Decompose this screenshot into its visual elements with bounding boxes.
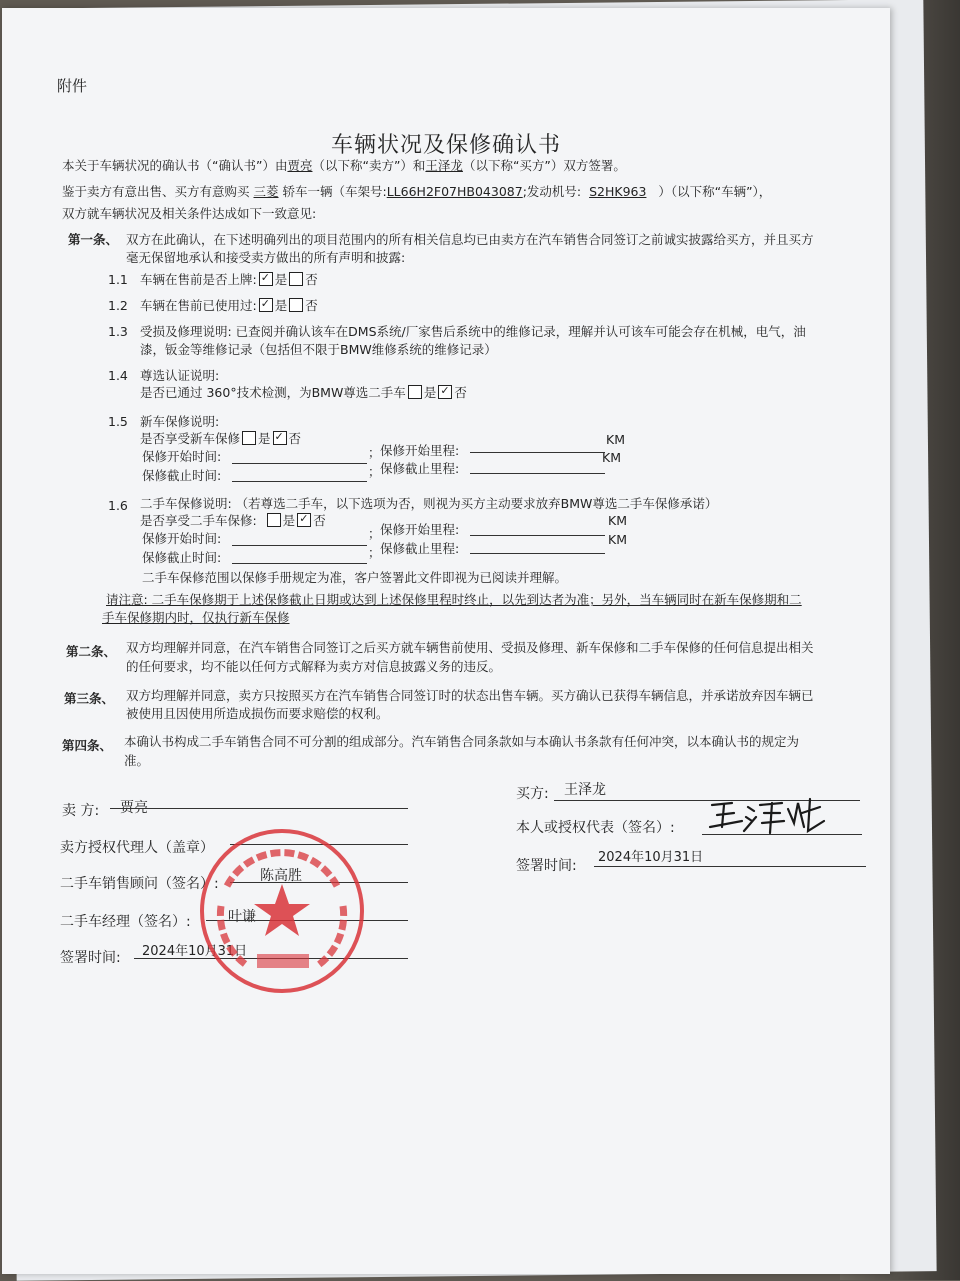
used-start-km-field[interactable] — [470, 535, 605, 536]
document-title: 车辆状况及保修确认书 — [330, 133, 561, 158]
section-1-3-line-2: 漆，钣金等维修记录（包括但不限于BMW维修系统的维修记录） — [140, 342, 497, 357]
article-3-line-2: 被使用且因使用所造成损伤而要求赔偿的权利。 — [126, 706, 389, 721]
article-3-line-1: 双方均理解并同意，卖方只按照买方在汽车销售合同签订时的状态出售车辆。买方确认已获得车辆信息，并承诺放弃因车辆已 — [126, 688, 814, 703]
article-4-line-1: 本确认书构成二手车销售合同不可分割的组成部分。汽车销售合同条款如与本确认书条款有任何冲突，以本确认书的规定为 — [124, 734, 800, 749]
separator: ； — [368, 464, 381, 479]
notice-line-2: 手车保修期内时，仅执行新车保修 — [102, 610, 290, 625]
article-1-line-2: 毫无保留地承认和接受卖方做出的所有声明和披露: — [126, 250, 406, 265]
used-warranty-note: 二手车保修范围以保修手册规定为准，客户签署此文件即视为已阅读并理解。 — [142, 570, 568, 585]
new-start-km-label: 保修开始里程: — [380, 443, 460, 458]
new-end-km-label: 保修截止里程: — [380, 461, 460, 476]
plated-yes-checkbox[interactable] — [259, 272, 273, 286]
section-1-6-line-1: 二手车保修说明: （若尊选二手车，以下选项为否，则视为买方主动要求放弃BMW尊选二手车保修承诺） — [140, 496, 718, 511]
article-4-label: 第四条、 — [62, 738, 113, 753]
advisor-label: 二手车销售顾问（签名）: — [60, 876, 219, 892]
buyer-date: 2024年10月31日 — [598, 850, 704, 865]
section-1-4-number: 1.4 — [108, 368, 128, 383]
section-1-2: 车辆在售前已使用过:✓ 是 否 — [140, 298, 318, 314]
certified-no-checkbox[interactable] — [438, 385, 452, 399]
advisor-name: 陈高胜 — [260, 868, 302, 884]
section-1-1-number: 1.1 — [108, 272, 128, 287]
used-start-km-label: 保修开始里程: — [380, 522, 460, 537]
company-seal-stamp — [197, 826, 367, 996]
separator: ； — [368, 445, 381, 460]
seller-agent-label: 卖方授权代理人（盖章） — [60, 840, 214, 856]
section-1-5-line-2: 是否享受新车保修 是✓ 否 — [140, 431, 301, 447]
new-end-time-label: 保修截止时间: — [142, 468, 222, 483]
new-warranty-yes-checkbox[interactable] — [242, 431, 256, 445]
article-2-label: 第二条、 — [66, 644, 117, 659]
vin-number: LL66H2F07HB043087 — [386, 184, 523, 199]
manager-name: 叶谦 — [228, 909, 256, 925]
intro-line-3: 双方就车辆状况及相关条件达成如下一致意见: — [62, 206, 317, 221]
km-unit: KM — [602, 450, 621, 465]
buyer-name-inline: 王泽龙 — [425, 158, 463, 173]
buyer-rep-label: 本人或授权代表（签名）: — [516, 820, 675, 836]
seller-name-inline: 贾亮 — [287, 158, 313, 173]
section-1-6-line-2: 是否享受二手车保修: 是✓ 否 — [140, 513, 326, 529]
new-start-time-field[interactable] — [232, 463, 367, 464]
used-start-time-label: 保修开始时间: — [142, 531, 222, 546]
section-1-5-number: 1.5 — [108, 414, 128, 429]
used-warranty-yes-checkbox[interactable] — [267, 513, 281, 527]
section-1-4-line-2: 是否已通过 360°技术检测，为BMW尊选二手车 是✓ 否 — [140, 385, 467, 401]
article-4-line-2: 准。 — [124, 753, 150, 768]
new-end-km-field[interactable] — [470, 473, 605, 474]
seller-date: 2024年10月31日 — [142, 944, 248, 959]
km-unit: KM — [606, 432, 625, 447]
used-end-km-label: 保修截止里程: — [380, 541, 460, 556]
new-start-time-label: 保修开始时间: — [142, 449, 222, 464]
article-1-line-1: 双方在此确认，在下述明确列出的项目范围内的所有相关信息均已由卖方在汽车销售合同签订之前诚实披露给买方，并且买方 — [126, 232, 814, 247]
new-start-km-field[interactable] — [470, 452, 605, 453]
section-1-4-line-1: 尊选认证说明: — [140, 368, 220, 383]
notice-line-1: 请注意: 二手车保修期于上述保修截止日期或达到上述保修里程时终止，以先到达者为准；另外，当车辆同时在新车保修期和二 — [106, 592, 802, 607]
used-end-time-field[interactable] — [232, 563, 367, 564]
km-unit: KM — [608, 513, 627, 528]
used-end-time-label: 保修截止时间: — [142, 550, 222, 565]
used-end-km-field[interactable] — [470, 553, 605, 554]
used-start-time-field[interactable] — [232, 545, 367, 546]
section-1-5-line-1: 新车保修说明: — [140, 414, 220, 429]
buyer-date-label: 签署时间: — [516, 858, 577, 874]
buyer-name: 王泽龙 — [564, 782, 606, 798]
buyer-label: 买方: — [516, 786, 549, 802]
vehicle-brand: 三菱 — [253, 184, 279, 199]
manager-label: 二手车经理（签名）: — [60, 914, 191, 930]
new-warranty-no-checkbox[interactable] — [273, 431, 287, 445]
km-unit: KM — [608, 532, 627, 547]
intro-line-2: 鉴于卖方有意出售、买方有意购买 三菱 轿车一辆（车架号:LL66H2F07HB043087;发动机号: S2HK963 ）（以下称“车辆”）， — [62, 184, 772, 199]
seller-date-label: 签署时间: — [60, 950, 121, 966]
article-2-line-1: 双方均理解并同意，在汽车销售合同签订之后买方就车辆售前使用、受损及修理、新车保修和二手车保修的任何信息提出相关 — [126, 640, 814, 655]
section-1-3-line-1: 受损及修理说明: 已查阅并确认该车在DMS系统/厂家售后系统中的维修记录，理解并认可该车可能会存在机械，电气，油 — [140, 324, 806, 339]
section-1-6-number: 1.6 — [108, 498, 128, 513]
article-1-label: 第一条、 — [68, 232, 119, 247]
separator: ； — [368, 545, 381, 560]
used-no-checkbox[interactable] — [289, 298, 303, 312]
certified-yes-checkbox[interactable] — [408, 385, 422, 399]
seller-label: 卖 方: — [62, 803, 100, 819]
section-1-1: 车辆在售前是否上牌:✓ 是 否 — [140, 272, 318, 288]
attachment-label: 附件 — [57, 77, 88, 95]
document-page — [2, 8, 890, 1274]
used-yes-checkbox[interactable] — [259, 298, 273, 312]
separator: ； — [368, 526, 381, 541]
section-1-2-number: 1.2 — [108, 298, 128, 313]
intro-line-1: 本关于车辆状况的确认书（“确认书”）由贾亮（以下称“卖方”）和王泽龙（以下称“买方”）双方签署。 — [62, 158, 626, 173]
article-2-line-2: 的任何要求，均不能以任何方式解释为卖方对信息披露义务的违反。 — [126, 659, 502, 674]
buyer-date-line — [594, 866, 866, 867]
handwritten-signature — [702, 793, 832, 838]
seller-name: 贾亮 — [120, 800, 148, 816]
section-1-3-number: 1.3 — [108, 324, 128, 339]
article-3-label: 第三条、 — [64, 691, 115, 706]
plated-no-checkbox[interactable] — [289, 272, 303, 286]
new-end-time-field[interactable] — [232, 481, 367, 482]
engine-number: S2HK963 — [589, 184, 647, 199]
used-warranty-no-checkbox[interactable] — [297, 513, 311, 527]
seller-name-line — [110, 808, 408, 809]
